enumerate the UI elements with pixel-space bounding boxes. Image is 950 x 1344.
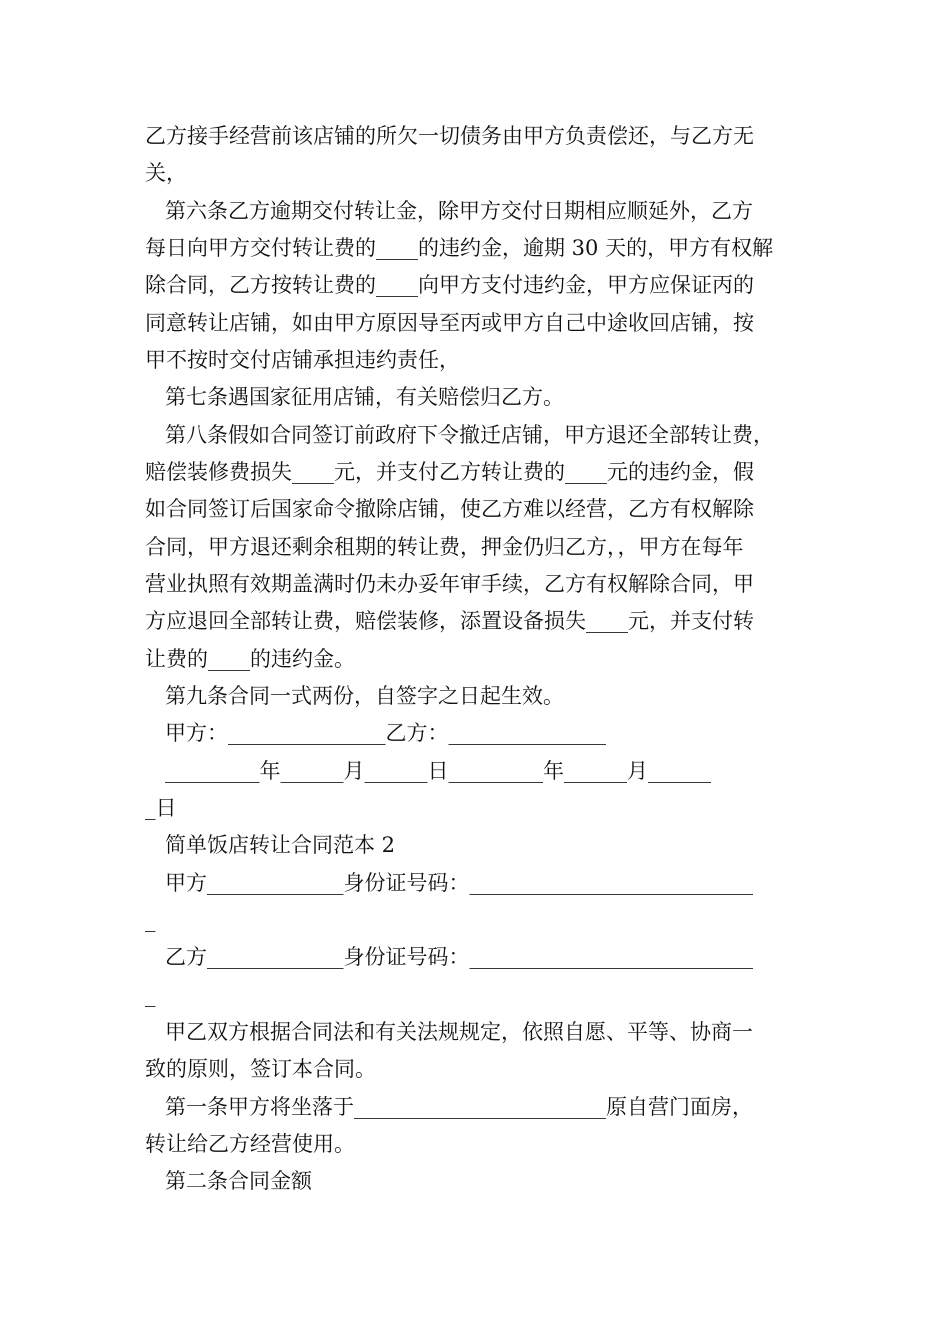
paragraph-line: 关，	[145, 161, 187, 185]
preamble-line: 甲乙双方根据合同法和有关法规规定，依照自愿、平等、协商一	[165, 1020, 753, 1044]
paragraph-line: 赔偿装修费损失____元，并支付乙方转让费的____元的违约金，假	[145, 460, 754, 484]
signature-date-line: _________年______月______日_________年______月______	[165, 759, 711, 783]
paragraph-line: 营业执照有效期盖满时仍未办妥年审手续，乙方有权解除合同，甲	[145, 572, 754, 596]
clause-9-line: 第九条合同一式两份，自签字之日起生效。	[165, 684, 564, 708]
clause-2-line: 第二条合同金额	[165, 1169, 312, 1193]
paragraph-line: 除合同，乙方按转让费的____向甲方支付违约金，甲方应保证丙的	[145, 273, 754, 297]
paragraph-line: 方应退回全部转让费，赔偿装修，添置设备损失____元，并支付转	[145, 609, 754, 633]
clause-6-line: 第六条乙方逾期交付转让金，除甲方交付日期相应顺延外，乙方	[165, 199, 753, 223]
paragraph-line: 合同，甲方退还剩余租期的转让费，押金仍归乙方，，甲方在每年	[145, 535, 744, 559]
party-b-id-line: 乙方_____________身份证号码：___________________________	[165, 945, 753, 969]
paragraph-line: 如合同签订后国家命令撤除店铺，使乙方难以经营，乙方有权解除	[145, 497, 754, 521]
party-a-id-line-end: _	[145, 908, 156, 932]
clause-1-line: 第一条甲方将坐落于________________________原自营门面房，	[165, 1095, 753, 1119]
paragraph-line: 甲不按时交付店铺承担违约责任，	[145, 348, 460, 372]
section-heading: 简单饭店转让合同范本 2	[165, 833, 396, 857]
paragraph-line: 转让给乙方经营使用。	[145, 1132, 355, 1156]
party-a-id-line: 甲方_____________身份证号码：___________________________	[165, 871, 753, 895]
signature-party-line: 甲方：_______________乙方：_______________	[165, 721, 606, 745]
party-b-id-line-end: _	[145, 983, 156, 1007]
paragraph-line: 致的原则，签订本合同。	[145, 1057, 376, 1081]
clause-8-line: 第八条假如合同签订前政府下令撤迁店铺，甲方退还全部转让费，	[165, 423, 774, 447]
paragraph-line: 同意转让店铺，如由甲方原因导至丙或甲方自己中途收回店铺，按	[145, 311, 754, 335]
signature-date-line-end: _日	[145, 796, 177, 820]
paragraph-line: 乙方接手经营前该店铺的所欠一切债务由甲方负责偿还，与乙方无	[145, 124, 754, 148]
clause-7-line: 第七条遇国家征用店铺，有关赔偿归乙方。	[165, 385, 564, 409]
paragraph-line: 每日向甲方交付转让费的____的违约金，逾期 30 天的，甲方有权解	[145, 236, 774, 260]
paragraph-line: 让费的____的违约金。	[145, 647, 355, 671]
